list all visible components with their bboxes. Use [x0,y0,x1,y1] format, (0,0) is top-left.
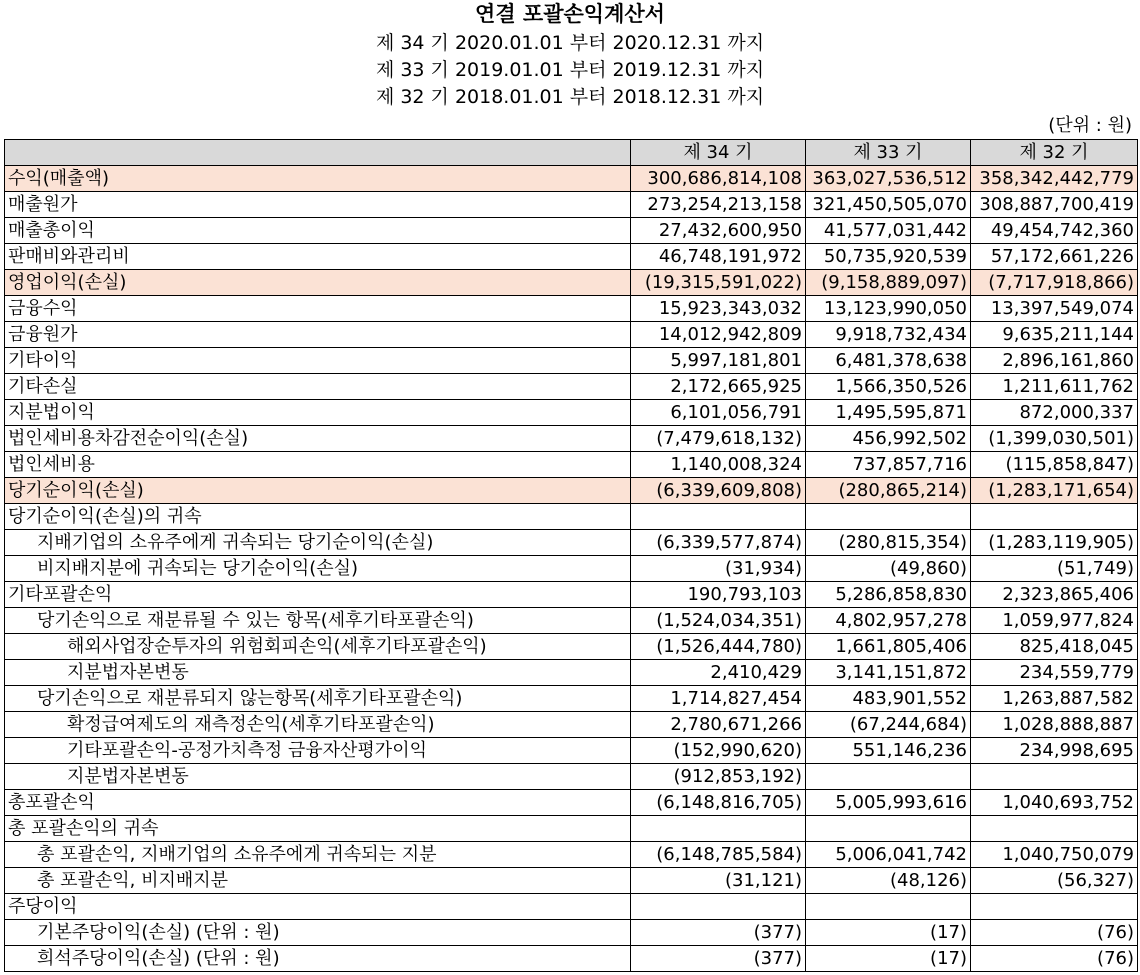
table-row [5,348,1138,374]
account-label: 당기순이익(손실)의 귀속 [5,504,631,530]
value-period-33: 9,918,732,434 [806,322,971,348]
header-account [5,140,631,166]
account-label: 총 포괄손익, 지배기업의 소유주에게 귀속되는 지분 [5,842,631,868]
value-period-33: 321,450,505,070 [806,192,971,218]
value-period-34: 2,172,665,925 [631,374,806,400]
table-row [5,166,1138,192]
table-row [5,192,1138,218]
value-period-34: (1,524,034,351) [631,608,806,634]
value-period-33: 13,123,990,050 [806,296,971,322]
table-row [5,244,1138,270]
value-period-32: 234,559,779 [971,660,1138,686]
value-period-32: 1,263,887,582 [971,686,1138,712]
table-row [5,270,1138,296]
value-period-34 [631,816,806,842]
table-row [5,322,1138,348]
table-row [5,868,1138,894]
value-period-33: (17) [806,920,971,946]
value-period-33: (48,126) [806,868,971,894]
value-period-32: (7,717,918,866) [971,270,1138,296]
value-period-32 [971,894,1138,920]
table-row [5,764,1138,790]
period-line: 제 32 기 2018.01.01 부터 2018.12.31 까지 [375,86,765,108]
value-period-33 [806,816,971,842]
value-period-34 [631,504,806,530]
value-period-32: 13,397,549,074 [971,296,1138,322]
value-period-32: (56,327) [971,868,1138,894]
value-period-32: 1,028,888,887 [971,712,1138,738]
value-period-34: 2,780,671,266 [631,712,806,738]
value-period-32: 57,172,661,226 [971,244,1138,270]
value-period-34: (1,526,444,780) [631,634,806,660]
value-period-33: (17) [806,946,971,972]
value-period-33: (280,865,214) [806,478,971,504]
account-label: 총 포괄손익의 귀속 [5,816,631,842]
account-label: 판매비와관리비 [5,244,631,270]
account-label: 당기순이익(손실) [5,478,631,504]
value-period-33: (49,860) [806,556,971,582]
value-period-34: (6,148,816,705) [631,790,806,816]
value-period-34: 5,997,181,801 [631,348,806,374]
table-row [5,530,1138,556]
value-period-33: 1,661,805,406 [806,634,971,660]
table-row [5,894,1138,920]
value-period-34: (19,315,591,022) [631,270,806,296]
value-period-32: (76) [971,946,1138,972]
table-row [5,608,1138,634]
account-label: 매출총이익 [5,218,631,244]
account-label: 주당이익 [5,894,631,920]
value-period-33 [806,504,971,530]
value-period-33: 4,802,957,278 [806,608,971,634]
table-row [5,374,1138,400]
table-row [5,400,1138,426]
table-row [5,504,1138,530]
account-label: 총포괄손익 [5,790,631,816]
account-label: 당기손익으로 재분류되지 않는항목(세후기타포괄손익) [5,686,631,712]
account-label: 지분법자본변동 [5,764,631,790]
header-row [5,140,1138,166]
value-period-34: 1,140,008,324 [631,452,806,478]
value-period-32: 234,998,695 [971,738,1138,764]
statement-title: 연결 포괄손익계산서 [475,2,665,26]
table-row [5,218,1138,244]
value-period-34: 46,748,191,972 [631,244,806,270]
value-period-32: 1,040,750,079 [971,842,1138,868]
value-period-33: 483,901,552 [806,686,971,712]
value-period-34: 2,410,429 [631,660,806,686]
account-label: 금융수익 [5,296,631,322]
account-label: 지배기업의 소유주에게 귀속되는 당기순이익(손실) [5,530,631,556]
value-period-32: (1,399,030,501) [971,426,1138,452]
table-row [5,582,1138,608]
value-period-34: 273,254,213,158 [631,192,806,218]
value-period-32 [971,504,1138,530]
value-period-33 [806,764,971,790]
table-row [5,842,1138,868]
value-period-33: 551,146,236 [806,738,971,764]
account-label: 법인세비용 [5,452,631,478]
value-period-32: (76) [971,920,1138,946]
account-label: 기타포괄손익-공정가치측정 금융자산평가이익 [5,738,631,764]
account-label: 확정급여제도의 재측정손익(세후기타포괄손익) [5,712,631,738]
value-period-32: 49,454,742,360 [971,218,1138,244]
value-period-32 [971,764,1138,790]
value-period-33: 456,992,502 [806,426,971,452]
table-row [5,738,1138,764]
value-period-32: 2,323,865,406 [971,582,1138,608]
value-period-33: 50,735,920,539 [806,244,971,270]
table-row [5,634,1138,660]
account-label: 금융원가 [5,322,631,348]
account-label: 기타포괄손익 [5,582,631,608]
value-period-32: 1,059,977,824 [971,608,1138,634]
table-row [5,946,1138,972]
table-row [5,426,1138,452]
header-period-32: 제 32 기 [971,140,1138,166]
account-label: 해외사업장순투자의 위험회피손익(세후기타포괄손익) [5,634,631,660]
period-line: 제 34 기 2020.01.01 부터 2020.12.31 까지 [375,32,765,54]
value-period-34 [631,894,806,920]
account-label: 희석주당이익(손실) (단위 : 원) [5,946,631,972]
header-period-34: 제 34 기 [631,140,806,166]
value-period-32: 308,887,700,419 [971,192,1138,218]
value-period-32: 825,418,045 [971,634,1138,660]
value-period-34: (912,853,192) [631,764,806,790]
value-period-34: (6,339,577,874) [631,530,806,556]
table-row [5,816,1138,842]
value-period-32: 1,211,611,762 [971,374,1138,400]
value-period-34: 1,714,827,454 [631,686,806,712]
value-period-33: 1,495,595,871 [806,400,971,426]
table-row [5,790,1138,816]
value-period-34: (377) [631,920,806,946]
account-label: 법인세비용차감전순이익(손실) [5,426,631,452]
value-period-32: (1,283,171,654) [971,478,1138,504]
account-label: 총 포괄손익, 비지배지분 [5,868,631,894]
value-period-32: (51,749) [971,556,1138,582]
table-row [5,452,1138,478]
account-label: 수익(매출액) [5,166,631,192]
value-period-34: 6,101,056,791 [631,400,806,426]
income-statement-table [4,139,1138,972]
table-body [5,166,1138,972]
value-period-34: 190,793,103 [631,582,806,608]
value-period-33: (67,244,684) [806,712,971,738]
account-label: 기타이익 [5,348,631,374]
value-period-34: 27,432,600,950 [631,218,806,244]
value-period-33: 5,286,858,830 [806,582,971,608]
value-period-33: 41,577,031,442 [806,218,971,244]
value-period-33: 363,027,536,512 [806,166,971,192]
account-label: 기본주당이익(손실) (단위 : 원) [5,920,631,946]
table-row [5,296,1138,322]
value-period-34: (377) [631,946,806,972]
value-period-34: 300,686,814,108 [631,166,806,192]
unit-label: (단위 : 원) [1048,115,1132,136]
value-period-34: (7,479,618,132) [631,426,806,452]
account-label: 지분법이익 [5,400,631,426]
header-period-33: 제 33 기 [806,140,971,166]
account-label: 기타손실 [5,374,631,400]
value-period-33 [806,894,971,920]
value-period-34: (31,121) [631,868,806,894]
value-period-32: (1,283,119,905) [971,530,1138,556]
value-period-34: 15,923,343,032 [631,296,806,322]
value-period-33: (280,815,354) [806,530,971,556]
value-period-33: (9,158,889,097) [806,270,971,296]
value-period-34: (6,148,785,584) [631,842,806,868]
value-period-33: 1,566,350,526 [806,374,971,400]
table-row [5,712,1138,738]
value-period-32: 2,896,161,860 [971,348,1138,374]
value-period-33: 5,006,041,742 [806,842,971,868]
value-period-33: 6,481,378,638 [806,348,971,374]
value-period-32 [971,816,1138,842]
account-label: 지분법자본변동 [5,660,631,686]
table-row [5,660,1138,686]
value-period-34: (152,990,620) [631,738,806,764]
value-period-34: (31,934) [631,556,806,582]
table-row [5,478,1138,504]
table-row [5,556,1138,582]
value-period-34: (6,339,609,808) [631,478,806,504]
value-period-33: 5,005,993,616 [806,790,971,816]
value-period-32: 872,000,337 [971,400,1138,426]
value-period-32: (115,858,847) [971,452,1138,478]
account-label: 비지배지분에 귀속되는 당기순이익(손실) [5,556,631,582]
value-period-33: 3,141,151,872 [806,660,971,686]
period-line: 제 33 기 2019.01.01 부터 2019.12.31 까지 [375,59,765,81]
value-period-32: 358,342,442,779 [971,166,1138,192]
table-row [5,686,1138,712]
value-period-32: 9,635,211,144 [971,322,1138,348]
account-label: 영업이익(손실) [5,270,631,296]
value-period-33: 737,857,716 [806,452,971,478]
account-label: 매출원가 [5,192,631,218]
value-period-32: 1,040,693,752 [971,790,1138,816]
table-row [5,920,1138,946]
value-period-34: 14,012,942,809 [631,322,806,348]
account-label: 당기손익으로 재분류될 수 있는 항목(세후기타포괄손익) [5,608,631,634]
